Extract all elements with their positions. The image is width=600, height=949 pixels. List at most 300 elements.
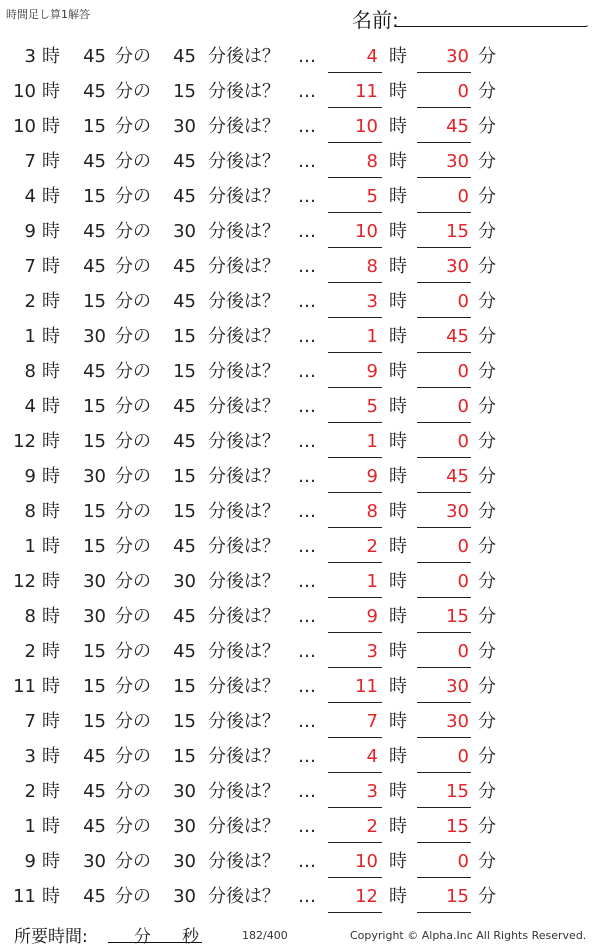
- hour-label: 時: [42, 711, 60, 732]
- min-of-label: 分の: [115, 606, 151, 627]
- answer-hour-line: [328, 807, 382, 808]
- answer-hour: 9: [366, 466, 378, 487]
- answer-hour-line: [328, 177, 382, 178]
- answer-minute: 30: [446, 46, 469, 67]
- hour-label: 時: [42, 641, 60, 662]
- problem-row: [0, 180, 600, 215]
- start-hour: 8: [24, 606, 36, 627]
- start-minute: 45: [83, 256, 106, 277]
- answer-minute-label: 分: [478, 606, 496, 627]
- answer-minute: 30: [446, 676, 469, 697]
- start-minute: 45: [83, 221, 106, 242]
- problem-row: [0, 285, 600, 320]
- answer-minute: 0: [457, 81, 469, 102]
- added-minutes: 45: [173, 291, 196, 312]
- start-minute: 45: [83, 46, 106, 67]
- answer-hour-label: 時: [389, 466, 407, 487]
- answer-hour: 11: [355, 676, 378, 697]
- hour-label: 時: [42, 291, 60, 312]
- added-minutes: 15: [173, 501, 196, 522]
- answer-hour-label: 時: [389, 221, 407, 242]
- answer-minute-line: [417, 72, 471, 73]
- start-minute: 15: [83, 186, 106, 207]
- added-minutes: 45: [173, 151, 196, 172]
- ellipsis: …: [298, 291, 316, 312]
- min-of-label: 分の: [115, 571, 151, 592]
- answer-hour-label: 時: [389, 256, 407, 277]
- answer-minute-line: [417, 807, 471, 808]
- answer-hour: 10: [355, 221, 378, 242]
- answer-minute: 45: [446, 116, 469, 137]
- hour-label: 時: [42, 466, 60, 487]
- answer-hour: 10: [355, 116, 378, 137]
- answer-minute-line: [417, 282, 471, 283]
- answer-hour-line: [328, 492, 382, 493]
- answer-hour-label: 時: [389, 746, 407, 767]
- answer-hour-line: [328, 247, 382, 248]
- answer-minute-label: 分: [478, 781, 496, 802]
- answer-minute-line: [417, 247, 471, 248]
- answer-hour-label: 時: [389, 46, 407, 67]
- start-minute: 45: [83, 746, 106, 767]
- hour-label: 時: [42, 606, 60, 627]
- start-hour: 7: [24, 151, 36, 172]
- answer-hour: 8: [366, 151, 378, 172]
- min-of-label: 分の: [115, 116, 151, 137]
- after-label: 分後は？: [208, 851, 280, 872]
- added-minutes: 30: [173, 851, 196, 872]
- added-minutes: 45: [173, 431, 196, 452]
- answer-minute-line: [417, 772, 471, 773]
- min-of-label: 分の: [115, 641, 151, 662]
- answer-minute-label: 分: [478, 151, 496, 172]
- answer-hour-label: 時: [389, 186, 407, 207]
- min-of-label: 分の: [115, 396, 151, 417]
- start-minute: 45: [83, 81, 106, 102]
- min-of-label: 分の: [115, 746, 151, 767]
- start-hour: 10: [13, 116, 36, 137]
- after-label: 分後は？: [208, 571, 280, 592]
- added-minutes: 45: [173, 256, 196, 277]
- ellipsis: …: [298, 431, 316, 452]
- start-minute: 15: [83, 676, 106, 697]
- answer-hour-line: [328, 737, 382, 738]
- ellipsis: …: [298, 116, 316, 137]
- answer-minute: 30: [446, 501, 469, 522]
- problem-row: [0, 460, 600, 495]
- start-minute: 15: [83, 711, 106, 732]
- answer-minute-label: 分: [478, 641, 496, 662]
- start-minute: 15: [83, 501, 106, 522]
- answer-minute-label: 分: [478, 746, 496, 767]
- start-minute: 15: [83, 396, 106, 417]
- ellipsis: …: [298, 886, 316, 907]
- added-minutes: 30: [173, 221, 196, 242]
- problem-row: [0, 40, 600, 75]
- ellipsis: …: [298, 186, 316, 207]
- after-label: 分後は？: [208, 781, 280, 802]
- ellipsis: …: [298, 711, 316, 732]
- answer-minute-label: 分: [478, 116, 496, 137]
- answer-hour-line: [328, 842, 382, 843]
- added-minutes: 15: [173, 326, 196, 347]
- after-label: 分後は？: [208, 606, 280, 627]
- answer-hour: 3: [366, 291, 378, 312]
- answer-minute: 0: [457, 291, 469, 312]
- answer-hour-line: [328, 142, 382, 143]
- start-hour: 1: [24, 536, 36, 557]
- min-of-label: 分の: [115, 221, 151, 242]
- answer-minute: 30: [446, 151, 469, 172]
- answer-hour: 2: [366, 536, 378, 557]
- answer-minute: 0: [457, 536, 469, 557]
- problem-row: [0, 145, 600, 180]
- answer-hour-line: [328, 877, 382, 878]
- answer-minute-label: 分: [478, 676, 496, 697]
- ellipsis: …: [298, 746, 316, 767]
- hour-label: 時: [42, 536, 60, 557]
- answer-minute: 0: [457, 746, 469, 767]
- hour-label: 時: [42, 501, 60, 522]
- hour-label: 時: [42, 746, 60, 767]
- answer-minute-label: 分: [478, 466, 496, 487]
- start-hour: 2: [24, 781, 36, 802]
- answer-minute-line: [417, 212, 471, 213]
- answer-hour-line: [328, 282, 382, 283]
- start-hour: 3: [24, 46, 36, 67]
- problem-row: [0, 250, 600, 285]
- answer-hour-line: [328, 352, 382, 353]
- min-of-label: 分の: [115, 711, 151, 732]
- start-hour: 8: [24, 361, 36, 382]
- after-label: 分後は？: [208, 641, 280, 662]
- answer-hour-label: 時: [389, 396, 407, 417]
- ellipsis: …: [298, 221, 316, 242]
- start-minute: 30: [83, 326, 106, 347]
- hour-label: 時: [42, 361, 60, 382]
- start-minute: 30: [83, 851, 106, 872]
- name-line: [396, 26, 586, 27]
- answer-minute-line: [417, 562, 471, 563]
- name-label: 名前:: [352, 8, 399, 32]
- answer-hour: 10: [355, 851, 378, 872]
- after-label: 分後は？: [208, 291, 280, 312]
- answer-minute-label: 分: [478, 361, 496, 382]
- hour-label: 時: [42, 886, 60, 907]
- start-hour: 1: [24, 816, 36, 837]
- added-minutes: 45: [173, 536, 196, 557]
- answer-hour-line: [328, 387, 382, 388]
- answer-minute-line: [417, 527, 471, 528]
- answer-minute: 30: [446, 711, 469, 732]
- answer-minute: 0: [457, 361, 469, 382]
- start-minute: 15: [83, 291, 106, 312]
- answer-minute: 0: [457, 431, 469, 452]
- answer-hour: 4: [366, 46, 378, 67]
- start-hour: 2: [24, 641, 36, 662]
- start-minute: 15: [83, 431, 106, 452]
- after-label: 分後は？: [208, 501, 280, 522]
- min-of-label: 分の: [115, 676, 151, 697]
- added-minutes: 30: [173, 886, 196, 907]
- min-of-label: 分の: [115, 501, 151, 522]
- hour-label: 時: [42, 571, 60, 592]
- problem-row: [0, 810, 600, 845]
- answer-minute-label: 分: [478, 431, 496, 452]
- answer-minute-line: [417, 842, 471, 843]
- answer-hour-line: [328, 912, 382, 913]
- min-of-label: 分の: [115, 816, 151, 837]
- problem-row: [0, 740, 600, 775]
- answer-minute: 45: [446, 326, 469, 347]
- after-label: 分後は？: [208, 886, 280, 907]
- start-hour: 9: [24, 466, 36, 487]
- answer-minute-label: 分: [478, 221, 496, 242]
- worksheet-title: 時間足し算1解答: [6, 8, 90, 21]
- problem-row: [0, 670, 600, 705]
- answer-hour-label: 時: [389, 291, 407, 312]
- answer-hour-line: [328, 597, 382, 598]
- added-minutes: 45: [173, 396, 196, 417]
- start-hour: 4: [24, 396, 36, 417]
- problem-row: [0, 530, 600, 565]
- answer-minute-line: [417, 142, 471, 143]
- copyright: Copyright © Alpha.Inc All Rights Reserved.: [350, 929, 587, 942]
- min-of-label: 分の: [115, 431, 151, 452]
- min-of-label: 分の: [115, 326, 151, 347]
- min-of-label: 分の: [115, 46, 151, 67]
- hour-label: 時: [42, 396, 60, 417]
- answer-minute: 15: [446, 816, 469, 837]
- min-of-label: 分の: [115, 361, 151, 382]
- time-required-label: 所要時間:: [14, 927, 88, 947]
- answer-minute-line: [417, 702, 471, 703]
- problem-row: [0, 425, 600, 460]
- min-of-label: 分の: [115, 256, 151, 277]
- start-hour: 7: [24, 711, 36, 732]
- answer-minute: 15: [446, 886, 469, 907]
- problem-row: [0, 565, 600, 600]
- answer-hour-line: [328, 422, 382, 423]
- answer-minute: 15: [446, 781, 469, 802]
- answer-minute-label: 分: [478, 46, 496, 67]
- added-minutes: 30: [173, 571, 196, 592]
- after-label: 分後は？: [208, 816, 280, 837]
- start-hour: 4: [24, 186, 36, 207]
- answer-hour-label: 時: [389, 886, 407, 907]
- problem-row: [0, 390, 600, 425]
- answer-hour: 9: [366, 606, 378, 627]
- answer-hour: 11: [355, 81, 378, 102]
- start-minute: 30: [83, 571, 106, 592]
- answer-hour: 8: [366, 501, 378, 522]
- answer-minute: 45: [446, 466, 469, 487]
- ellipsis: …: [298, 536, 316, 557]
- start-hour: 2: [24, 291, 36, 312]
- answer-hour-line: [328, 212, 382, 213]
- answer-hour-line: [328, 632, 382, 633]
- after-label: 分後は？: [208, 186, 280, 207]
- answer-hour-label: 時: [389, 711, 407, 732]
- answer-minute-line: [417, 317, 471, 318]
- min-of-label: 分の: [115, 466, 151, 487]
- start-minute: 45: [83, 151, 106, 172]
- added-minutes: 15: [173, 81, 196, 102]
- answer-minute-label: 分: [478, 536, 496, 557]
- answer-hour: 5: [366, 186, 378, 207]
- answer-hour: 4: [366, 746, 378, 767]
- answer-hour-line: [328, 527, 382, 528]
- after-label: 分後は？: [208, 361, 280, 382]
- after-label: 分後は？: [208, 431, 280, 452]
- hour-label: 時: [42, 116, 60, 137]
- answer-hour: 9: [366, 361, 378, 382]
- after-label: 分後は？: [208, 711, 280, 732]
- problem-row: [0, 75, 600, 110]
- added-minutes: 45: [173, 641, 196, 662]
- hour-label: 時: [42, 816, 60, 837]
- answer-hour-label: 時: [389, 501, 407, 522]
- after-label: 分後は？: [208, 46, 280, 67]
- ellipsis: …: [298, 501, 316, 522]
- added-minutes: 15: [173, 466, 196, 487]
- start-minute: 45: [83, 781, 106, 802]
- ellipsis: …: [298, 606, 316, 627]
- problem-row: [0, 845, 600, 880]
- problem-row: [0, 110, 600, 145]
- problem-row: [0, 635, 600, 670]
- answer-hour: 1: [366, 431, 378, 452]
- answer-minute-label: 分: [478, 501, 496, 522]
- ellipsis: …: [298, 816, 316, 837]
- start-minute: 15: [83, 116, 106, 137]
- ellipsis: …: [298, 676, 316, 697]
- added-minutes: 15: [173, 746, 196, 767]
- answer-hour: 7: [366, 711, 378, 732]
- answer-minute: 15: [446, 606, 469, 627]
- min-of-label: 分の: [115, 886, 151, 907]
- min-of-label: 分の: [115, 151, 151, 172]
- start-minute: 45: [83, 816, 106, 837]
- answer-hour-label: 時: [389, 536, 407, 557]
- answer-hour-label: 時: [389, 781, 407, 802]
- answer-hour-label: 時: [389, 81, 407, 102]
- answer-minute-line: [417, 667, 471, 668]
- problem-row: [0, 215, 600, 250]
- answer-hour-line: [328, 72, 382, 73]
- answer-minute: 15: [446, 221, 469, 242]
- ellipsis: …: [298, 81, 316, 102]
- after-label: 分後は？: [208, 536, 280, 557]
- ellipsis: …: [298, 151, 316, 172]
- start-hour: 11: [13, 676, 36, 697]
- answer-minute-line: [417, 492, 471, 493]
- start-hour: 12: [13, 571, 36, 592]
- answer-hour: 12: [355, 886, 378, 907]
- start-hour: 12: [13, 431, 36, 452]
- answer-minute-line: [417, 912, 471, 913]
- answer-minute-label: 分: [478, 291, 496, 312]
- answer-hour-line: [328, 667, 382, 668]
- added-minutes: 45: [173, 46, 196, 67]
- start-minute: 45: [83, 886, 106, 907]
- answer-hour-label: 時: [389, 361, 407, 382]
- ellipsis: …: [298, 781, 316, 802]
- answer-hour-line: [328, 457, 382, 458]
- answer-hour-label: 時: [389, 431, 407, 452]
- min-of-label: 分の: [115, 81, 151, 102]
- answer-hour: 3: [366, 641, 378, 662]
- answer-hour-label: 時: [389, 571, 407, 592]
- min-of-label: 分の: [115, 851, 151, 872]
- answer-hour-line: [328, 107, 382, 108]
- start-hour: 8: [24, 501, 36, 522]
- start-minute: 30: [83, 466, 106, 487]
- hour-label: 時: [42, 431, 60, 452]
- hour-label: 時: [42, 186, 60, 207]
- ellipsis: …: [298, 466, 316, 487]
- answer-hour: 5: [366, 396, 378, 417]
- start-minute: 15: [83, 536, 106, 557]
- answer-minute-label: 分: [478, 886, 496, 907]
- hour-label: 時: [42, 781, 60, 802]
- after-label: 分後は？: [208, 326, 280, 347]
- answer-hour: 3: [366, 781, 378, 802]
- added-minutes: 30: [173, 116, 196, 137]
- added-minutes: 15: [173, 361, 196, 382]
- added-minutes: 30: [173, 816, 196, 837]
- added-minutes: 15: [173, 711, 196, 732]
- answer-minute-label: 分: [478, 816, 496, 837]
- answer-hour: 1: [366, 571, 378, 592]
- problem-row: [0, 355, 600, 390]
- start-hour: 3: [24, 746, 36, 767]
- hour-label: 時: [42, 676, 60, 697]
- time-required-min: 分: [134, 927, 151, 947]
- after-label: 分後は？: [208, 81, 280, 102]
- start-hour: 7: [24, 256, 36, 277]
- added-minutes: 45: [173, 606, 196, 627]
- ellipsis: …: [298, 571, 316, 592]
- after-label: 分後は？: [208, 256, 280, 277]
- answer-hour-label: 時: [389, 326, 407, 347]
- answer-hour-label: 時: [389, 816, 407, 837]
- time-required-sec: 秒: [182, 927, 199, 947]
- added-minutes: 45: [173, 186, 196, 207]
- answer-minute-line: [417, 177, 471, 178]
- problem-list: [0, 40, 600, 915]
- hour-label: 時: [42, 221, 60, 242]
- answer-minute-label: 分: [478, 711, 496, 732]
- answer-minute-label: 分: [478, 81, 496, 102]
- answer-minute-line: [417, 422, 471, 423]
- after-label: 分後は？: [208, 221, 280, 242]
- ellipsis: …: [298, 46, 316, 67]
- answer-minute-label: 分: [478, 326, 496, 347]
- answer-hour-line: [328, 772, 382, 773]
- problem-row: [0, 705, 600, 740]
- problem-row: [0, 880, 600, 915]
- start-minute: 15: [83, 641, 106, 662]
- answer-hour-label: 時: [389, 676, 407, 697]
- answer-minute-label: 分: [478, 396, 496, 417]
- min-of-label: 分の: [115, 781, 151, 802]
- answer-minute: 0: [457, 396, 469, 417]
- hour-label: 時: [42, 851, 60, 872]
- answer-minute-line: [417, 877, 471, 878]
- answer-minute-label: 分: [478, 571, 496, 592]
- start-minute: 45: [83, 361, 106, 382]
